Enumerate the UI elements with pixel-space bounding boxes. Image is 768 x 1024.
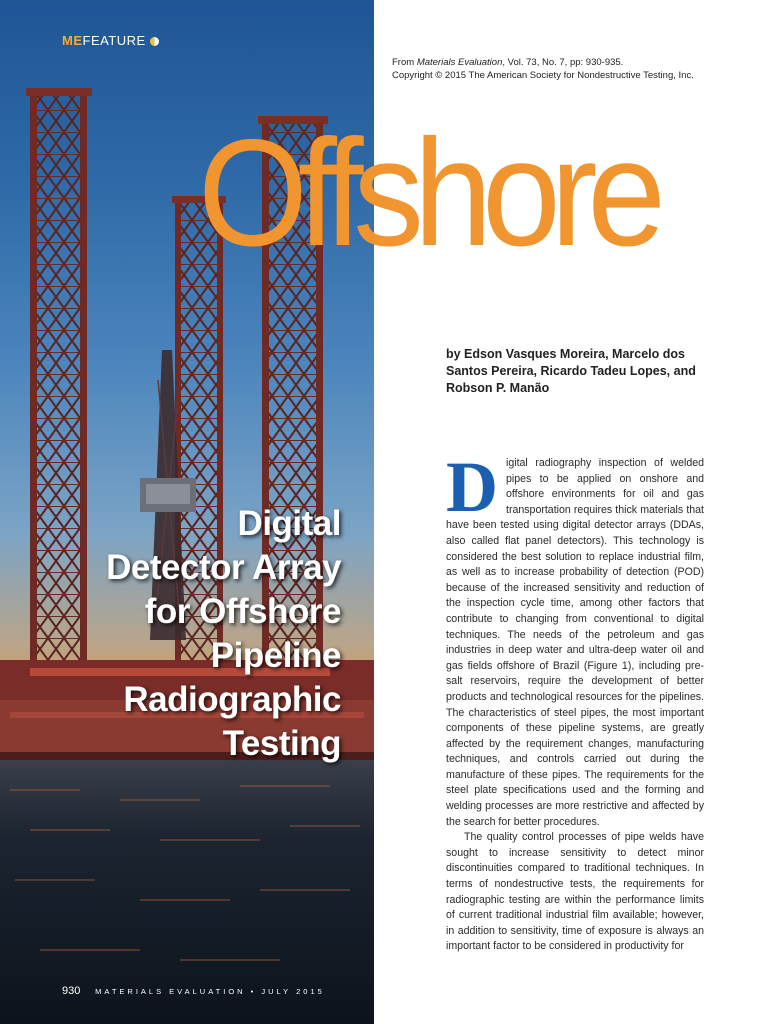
- author-byline: by Edson Vasques Moreira, Marcelo dos Santos Pereira, Ricardo Tadeu Lopes, and Robson P. Manão: [446, 347, 696, 395]
- subtitle-line: Testing: [222, 724, 341, 763]
- section-name: FEATURE: [82, 33, 146, 48]
- source-journal: Materials Evaluation: [416, 57, 503, 68]
- source-prefix: From: [392, 57, 417, 68]
- page-title: Offshore: [198, 108, 656, 278]
- article-subtitle: [11, 502, 341, 766]
- paragraph-text: igital radiography inspection of welded pipes to be applied on onshore and offshore environments for oil and gas transportation requires thick materials that have been tested using digital detector arrays (DDAs, also called flat panel detectors). This technology is considered the best solution to replace industrial film, as well as to increase probability of detection (POD) because of the increased sensitivity and reduction of the inspection cycle time, among other factors that contribute to changing from conventional to digital techniques. The needs of the petroleum and gas industries in deep water and ultra-deep water oil and gas fields offshore of Brazil (Figure 1), including pre-salt reservoirs, require the development of better products and technological resources for the pipelines. The characteristics of steel pipes, the most important components of these pipeline systems, are greatly affected by the requirement changes, manufacturing techniques, and controls carried out during the manufacture of these pipes. The requirements for the steel plate specifications used and the forming and welding processes are more restrictive and affected by the search for better procedures.: [446, 457, 704, 828]
- subtitle-line: Digital: [237, 504, 341, 543]
- section-label: [62, 33, 159, 48]
- source-citation: [392, 56, 694, 82]
- magazine-logo: ME: [62, 33, 83, 48]
- source-volume: , Vol. 73, No. 7, pp: 930-935.: [502, 57, 624, 68]
- subtitle-line: Pipeline: [210, 636, 341, 675]
- page-footer: [62, 985, 325, 997]
- subtitle-line: for Offshore: [144, 592, 341, 631]
- copyright: Copyright © 2015 The American Society for Nondestructive Testing, Inc.: [392, 70, 694, 81]
- paragraph: The quality control processes of pipe welds have sought to increase sensitivity to detect minor discontinuities compared to traditional techniques. In terms of nondestructive tests, the requirements for radiographic testing are within the performance limits of current traditional industrial film available; however, in addition to sensitivity, time of exposure is always an important factor to be considered in productivity for: [446, 831, 704, 953]
- drop-cap: D: [446, 447, 498, 527]
- subtitle-line: Radiographic: [123, 680, 341, 719]
- paragraph: [446, 447, 704, 830]
- page-number: 930: [62, 985, 81, 997]
- footer-journal: MATERIALS EVALUATION • JULY 2015: [95, 987, 325, 996]
- half-circle-icon: [150, 37, 159, 46]
- article-body: [446, 447, 704, 955]
- subtitle-line: Detector Array: [106, 548, 341, 587]
